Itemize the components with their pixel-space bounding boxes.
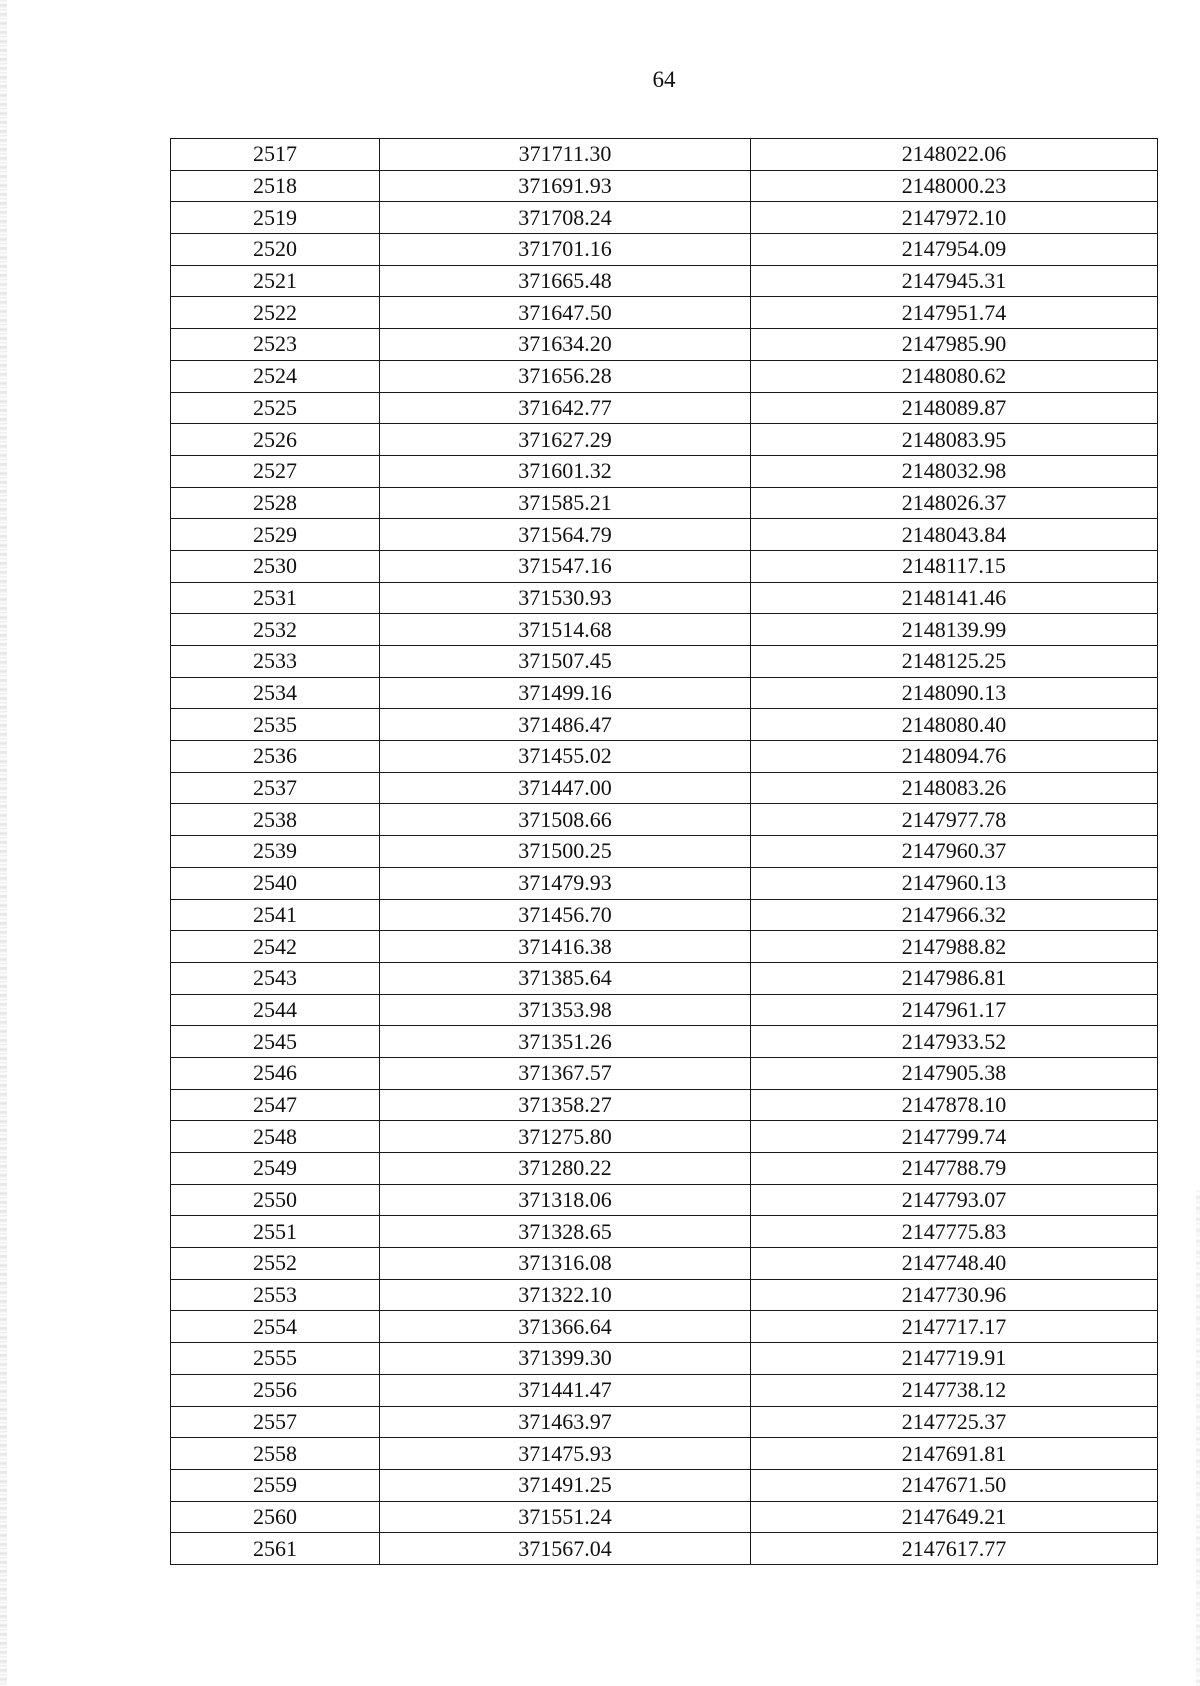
y-coordinate-cell: 2147719.91 bbox=[751, 1343, 1158, 1375]
table-row bbox=[171, 139, 1158, 171]
x-coordinate-cell: 371322.10 bbox=[380, 1279, 751, 1311]
y-coordinate-cell: 2147951.74 bbox=[751, 297, 1158, 329]
y-coordinate-cell: 2147691.81 bbox=[751, 1438, 1158, 1470]
table-row bbox=[171, 519, 1158, 551]
point-number-cell: 2526 bbox=[171, 424, 380, 456]
y-coordinate-cell: 2147717.17 bbox=[751, 1311, 1158, 1343]
x-coordinate-cell: 371351.26 bbox=[380, 1026, 751, 1058]
x-coordinate-cell: 371530.93 bbox=[380, 582, 751, 614]
point-number-cell: 2517 bbox=[171, 139, 380, 171]
table-row bbox=[171, 234, 1158, 266]
point-number-cell: 2548 bbox=[171, 1121, 380, 1153]
y-coordinate-cell: 2147793.07 bbox=[751, 1184, 1158, 1216]
y-coordinate-cell: 2148117.15 bbox=[751, 550, 1158, 582]
x-coordinate-cell: 371367.57 bbox=[380, 1057, 751, 1089]
table-row bbox=[171, 709, 1158, 741]
x-coordinate-cell: 371507.45 bbox=[380, 646, 751, 678]
x-coordinate-cell: 371585.21 bbox=[380, 487, 751, 519]
y-coordinate-cell: 2147649.21 bbox=[751, 1501, 1158, 1533]
y-coordinate-cell: 2147986.81 bbox=[751, 962, 1158, 994]
page-number: 64 bbox=[652, 67, 676, 92]
y-coordinate-cell: 2148083.95 bbox=[751, 424, 1158, 456]
x-coordinate-cell: 371358.27 bbox=[380, 1089, 751, 1121]
point-number-cell: 2533 bbox=[171, 646, 380, 678]
point-number-cell: 2552 bbox=[171, 1248, 380, 1280]
point-number-cell: 2530 bbox=[171, 550, 380, 582]
x-coordinate-cell: 371479.93 bbox=[380, 867, 751, 899]
table-row bbox=[171, 1469, 1158, 1501]
table-row bbox=[171, 1279, 1158, 1311]
y-coordinate-cell: 2147748.40 bbox=[751, 1248, 1158, 1280]
point-number-cell: 2558 bbox=[171, 1438, 380, 1470]
table-row bbox=[171, 1057, 1158, 1089]
point-number-cell: 2549 bbox=[171, 1153, 380, 1185]
point-number-cell: 2544 bbox=[171, 994, 380, 1026]
table-row bbox=[171, 170, 1158, 202]
point-number-cell: 2561 bbox=[171, 1533, 380, 1565]
point-number-cell: 2551 bbox=[171, 1216, 380, 1248]
table-row bbox=[171, 487, 1158, 519]
x-coordinate-cell: 371475.93 bbox=[380, 1438, 751, 1470]
x-coordinate-cell: 371455.02 bbox=[380, 741, 751, 773]
x-coordinate-cell: 371711.30 bbox=[380, 139, 751, 171]
x-coordinate-cell: 371656.28 bbox=[380, 360, 751, 392]
y-coordinate-cell: 2148083.26 bbox=[751, 772, 1158, 804]
point-number-cell: 2560 bbox=[171, 1501, 380, 1533]
y-coordinate-cell: 2148000.23 bbox=[751, 170, 1158, 202]
table-row bbox=[171, 455, 1158, 487]
point-number-cell: 2518 bbox=[171, 170, 380, 202]
y-coordinate-cell: 2148032.98 bbox=[751, 455, 1158, 487]
y-coordinate-cell: 2148022.06 bbox=[751, 139, 1158, 171]
y-coordinate-cell: 2147933.52 bbox=[751, 1026, 1158, 1058]
y-coordinate-cell: 2147730.96 bbox=[751, 1279, 1158, 1311]
y-coordinate-cell: 2148080.40 bbox=[751, 709, 1158, 741]
table-row bbox=[171, 1216, 1158, 1248]
y-coordinate-cell: 2148026.37 bbox=[751, 487, 1158, 519]
x-coordinate-cell: 371701.16 bbox=[380, 234, 751, 266]
point-number-cell: 2541 bbox=[171, 899, 380, 931]
coordinates-table bbox=[170, 138, 1158, 1565]
table-row bbox=[171, 1406, 1158, 1438]
point-number-cell: 2556 bbox=[171, 1374, 380, 1406]
x-coordinate-cell: 371399.30 bbox=[380, 1343, 751, 1375]
point-number-cell: 2559 bbox=[171, 1469, 380, 1501]
y-coordinate-cell: 2147945.31 bbox=[751, 265, 1158, 297]
y-coordinate-cell: 2148080.62 bbox=[751, 360, 1158, 392]
y-coordinate-cell: 2148094.76 bbox=[751, 741, 1158, 773]
table-row bbox=[171, 614, 1158, 646]
table-row bbox=[171, 899, 1158, 931]
x-coordinate-cell: 371691.93 bbox=[380, 170, 751, 202]
table-row bbox=[171, 1533, 1158, 1565]
table-row bbox=[171, 297, 1158, 329]
point-number-cell: 2532 bbox=[171, 614, 380, 646]
table-row bbox=[171, 646, 1158, 678]
point-number-cell: 2531 bbox=[171, 582, 380, 614]
table-row bbox=[171, 392, 1158, 424]
table-row bbox=[171, 867, 1158, 899]
y-coordinate-cell: 2147960.13 bbox=[751, 867, 1158, 899]
coordinates-table-body bbox=[171, 139, 1158, 1565]
point-number-cell: 2528 bbox=[171, 487, 380, 519]
table-row bbox=[171, 265, 1158, 297]
point-number-cell: 2538 bbox=[171, 804, 380, 836]
point-number-cell: 2542 bbox=[171, 931, 380, 963]
x-coordinate-cell: 371601.32 bbox=[380, 455, 751, 487]
table-row bbox=[171, 329, 1158, 361]
x-coordinate-cell: 371500.25 bbox=[380, 836, 751, 868]
x-coordinate-cell: 371634.20 bbox=[380, 329, 751, 361]
y-coordinate-cell: 2147960.37 bbox=[751, 836, 1158, 868]
point-number-cell: 2550 bbox=[171, 1184, 380, 1216]
y-coordinate-cell: 2147788.79 bbox=[751, 1153, 1158, 1185]
point-number-cell: 2525 bbox=[171, 392, 380, 424]
point-number-cell: 2539 bbox=[171, 836, 380, 868]
x-coordinate-cell: 371564.79 bbox=[380, 519, 751, 551]
x-coordinate-cell: 371328.65 bbox=[380, 1216, 751, 1248]
y-coordinate-cell: 2148089.87 bbox=[751, 392, 1158, 424]
x-coordinate-cell: 371499.16 bbox=[380, 677, 751, 709]
table-row bbox=[171, 1343, 1158, 1375]
x-coordinate-cell: 371665.48 bbox=[380, 265, 751, 297]
x-coordinate-cell: 371441.47 bbox=[380, 1374, 751, 1406]
table-row bbox=[171, 994, 1158, 1026]
y-coordinate-cell: 2148139.99 bbox=[751, 614, 1158, 646]
point-number-cell: 2522 bbox=[171, 297, 380, 329]
table-row bbox=[171, 1184, 1158, 1216]
y-coordinate-cell: 2147799.74 bbox=[751, 1121, 1158, 1153]
table-row bbox=[171, 1501, 1158, 1533]
x-coordinate-cell: 371456.70 bbox=[380, 899, 751, 931]
x-coordinate-cell: 371416.38 bbox=[380, 931, 751, 963]
x-coordinate-cell: 371647.50 bbox=[380, 297, 751, 329]
y-coordinate-cell: 2147775.83 bbox=[751, 1216, 1158, 1248]
x-coordinate-cell: 371318.06 bbox=[380, 1184, 751, 1216]
y-coordinate-cell: 2147961.17 bbox=[751, 994, 1158, 1026]
point-number-cell: 2547 bbox=[171, 1089, 380, 1121]
point-number-cell: 2535 bbox=[171, 709, 380, 741]
y-coordinate-cell: 2148090.13 bbox=[751, 677, 1158, 709]
table-row bbox=[171, 931, 1158, 963]
x-coordinate-cell: 371551.24 bbox=[380, 1501, 751, 1533]
table-row bbox=[171, 550, 1158, 582]
point-number-cell: 2557 bbox=[171, 1406, 380, 1438]
x-coordinate-cell: 371447.00 bbox=[380, 772, 751, 804]
scan-edge-right bbox=[1196, 1190, 1200, 1686]
y-coordinate-cell: 2147617.77 bbox=[751, 1533, 1158, 1565]
table-row bbox=[171, 424, 1158, 456]
x-coordinate-cell: 371353.98 bbox=[380, 994, 751, 1026]
y-coordinate-cell: 2147905.38 bbox=[751, 1057, 1158, 1089]
y-coordinate-cell: 2147985.90 bbox=[751, 329, 1158, 361]
table-row bbox=[171, 836, 1158, 868]
point-number-cell: 2555 bbox=[171, 1343, 380, 1375]
y-coordinate-cell: 2147972.10 bbox=[751, 202, 1158, 234]
point-number-cell: 2529 bbox=[171, 519, 380, 551]
point-number-cell: 2520 bbox=[171, 234, 380, 266]
table-row bbox=[171, 1153, 1158, 1185]
table-row bbox=[171, 1026, 1158, 1058]
point-number-cell: 2537 bbox=[171, 772, 380, 804]
point-number-cell: 2543 bbox=[171, 962, 380, 994]
point-number-cell: 2540 bbox=[171, 867, 380, 899]
x-coordinate-cell: 371275.80 bbox=[380, 1121, 751, 1153]
table-row bbox=[171, 1121, 1158, 1153]
point-number-cell: 2519 bbox=[171, 202, 380, 234]
point-number-cell: 2534 bbox=[171, 677, 380, 709]
table-row bbox=[171, 202, 1158, 234]
scan-edge-left bbox=[0, 0, 7, 1686]
y-coordinate-cell: 2148125.25 bbox=[751, 646, 1158, 678]
x-coordinate-cell: 371491.25 bbox=[380, 1469, 751, 1501]
x-coordinate-cell: 371627.29 bbox=[380, 424, 751, 456]
point-number-cell: 2536 bbox=[171, 741, 380, 773]
point-number-cell: 2546 bbox=[171, 1057, 380, 1089]
x-coordinate-cell: 371486.47 bbox=[380, 709, 751, 741]
x-coordinate-cell: 371385.64 bbox=[380, 962, 751, 994]
x-coordinate-cell: 371463.97 bbox=[380, 1406, 751, 1438]
y-coordinate-cell: 2147966.32 bbox=[751, 899, 1158, 931]
y-coordinate-cell: 2147988.82 bbox=[751, 931, 1158, 963]
point-number-cell: 2523 bbox=[171, 329, 380, 361]
x-coordinate-cell: 371567.04 bbox=[380, 1533, 751, 1565]
x-coordinate-cell: 371514.68 bbox=[380, 614, 751, 646]
x-coordinate-cell: 371508.66 bbox=[380, 804, 751, 836]
x-coordinate-cell: 371547.16 bbox=[380, 550, 751, 582]
table-row bbox=[171, 804, 1158, 836]
table-row bbox=[171, 1248, 1158, 1280]
table-row bbox=[171, 677, 1158, 709]
table-row bbox=[171, 741, 1158, 773]
x-coordinate-cell: 371280.22 bbox=[380, 1153, 751, 1185]
table-row bbox=[171, 962, 1158, 994]
x-coordinate-cell: 371366.64 bbox=[380, 1311, 751, 1343]
table-row bbox=[171, 582, 1158, 614]
y-coordinate-cell: 2147977.78 bbox=[751, 804, 1158, 836]
y-coordinate-cell: 2147738.12 bbox=[751, 1374, 1158, 1406]
point-number-cell: 2521 bbox=[171, 265, 380, 297]
point-number-cell: 2553 bbox=[171, 1279, 380, 1311]
y-coordinate-cell: 2147671.50 bbox=[751, 1469, 1158, 1501]
table-row bbox=[171, 1374, 1158, 1406]
point-number-cell: 2554 bbox=[171, 1311, 380, 1343]
y-coordinate-cell: 2147878.10 bbox=[751, 1089, 1158, 1121]
y-coordinate-cell: 2148043.84 bbox=[751, 519, 1158, 551]
point-number-cell: 2524 bbox=[171, 360, 380, 392]
table-row bbox=[171, 1089, 1158, 1121]
x-coordinate-cell: 371642.77 bbox=[380, 392, 751, 424]
table-row bbox=[171, 360, 1158, 392]
x-coordinate-cell: 371708.24 bbox=[380, 202, 751, 234]
point-number-cell: 2545 bbox=[171, 1026, 380, 1058]
table-row bbox=[171, 1438, 1158, 1470]
y-coordinate-cell: 2147725.37 bbox=[751, 1406, 1158, 1438]
y-coordinate-cell: 2148141.46 bbox=[751, 582, 1158, 614]
point-number-cell: 2527 bbox=[171, 455, 380, 487]
table-row bbox=[171, 772, 1158, 804]
x-coordinate-cell: 371316.08 bbox=[380, 1248, 751, 1280]
table-row bbox=[171, 1311, 1158, 1343]
y-coordinate-cell: 2147954.09 bbox=[751, 234, 1158, 266]
